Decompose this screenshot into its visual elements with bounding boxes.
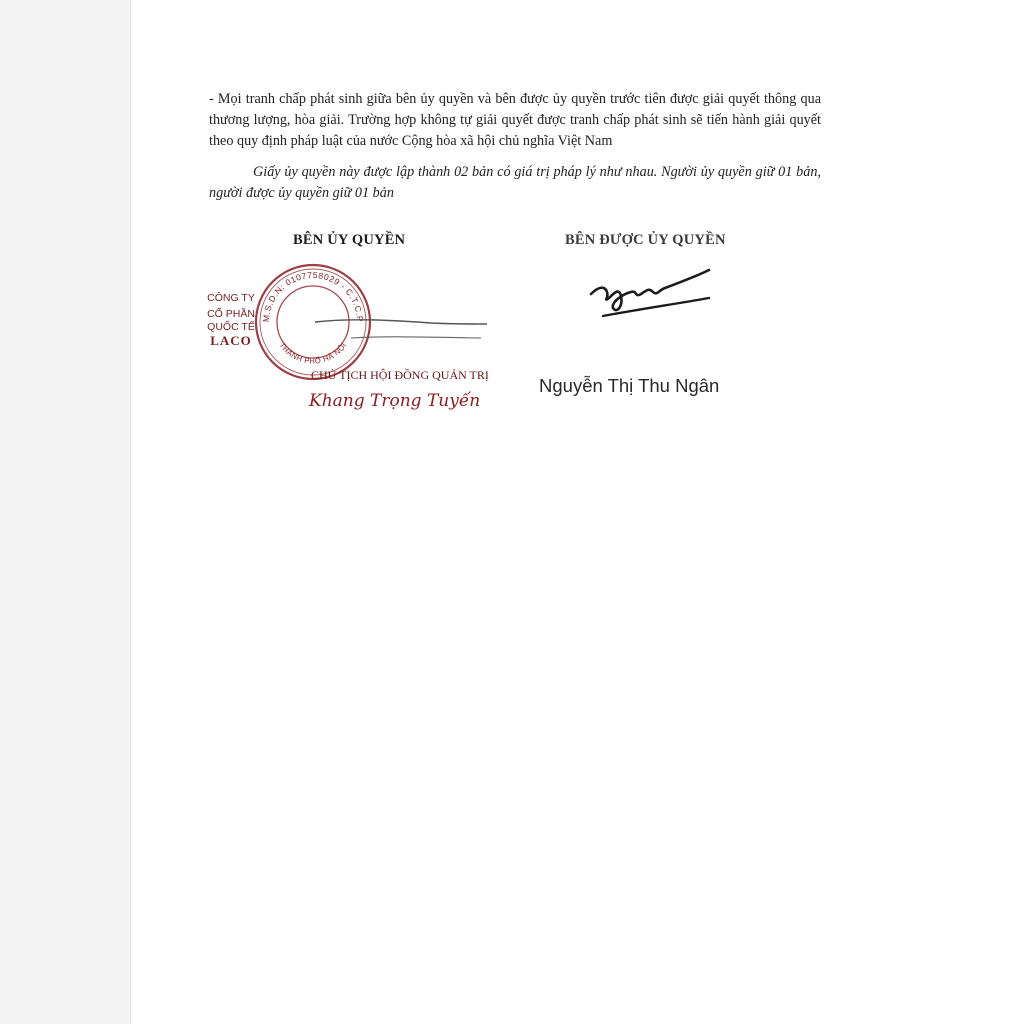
grantor-signature bbox=[311, 300, 491, 350]
stamp-bottom-text: THÀNH PHỐ HÀ NỘI bbox=[277, 340, 349, 366]
grantor-name: Khang Trọng Tuyến bbox=[309, 391, 481, 411]
stamp-line-4: LACO bbox=[210, 333, 252, 348]
stamp-ring-text: M.S.D.N: 0107758029 - C.T.C.P bbox=[260, 269, 366, 323]
grantee-heading: BÊN ĐƯỢC ỦY QUYỀN bbox=[565, 232, 726, 248]
grantee-name: Nguyễn Thị Thu Ngân bbox=[539, 375, 720, 396]
copies-paragraph: Giấy ủy quyền này được lập thành 02 bản có giá trị pháp lý như nhau. Người ủy quyền giữ 01 bản, người được ủy quyền giữ 01 bản bbox=[209, 164, 821, 201]
grantor-heading: BÊN ỦY QUYỀN bbox=[293, 232, 406, 248]
stamp-line-1: CÔNG TY bbox=[207, 292, 255, 304]
stamp-line-2: CỔ PHẦN bbox=[207, 308, 255, 320]
dispute-resolution-paragraph: - Mọi tranh chấp phát sinh giữa bên ủy quyền và bên được ủy quyền trước tiên được giải quyết thông qua thương lượng, hòa giải. Trường hợp không tự giải quyết được tranh chấp phát sinh sẽ tiến hành giải quyết theo quy định pháp luật của nước Cộng hòa xã hội chủ nghĩa Việt Nam bbox=[209, 91, 821, 149]
grantee-signature bbox=[585, 262, 725, 332]
grantor-role: CHỦ TỊCH HỘI ĐỒNG QUẢN TRỊ bbox=[311, 368, 489, 382]
stamp-line-3: QUỐC TẾ bbox=[207, 321, 255, 333]
document-page bbox=[130, 0, 1024, 1024]
